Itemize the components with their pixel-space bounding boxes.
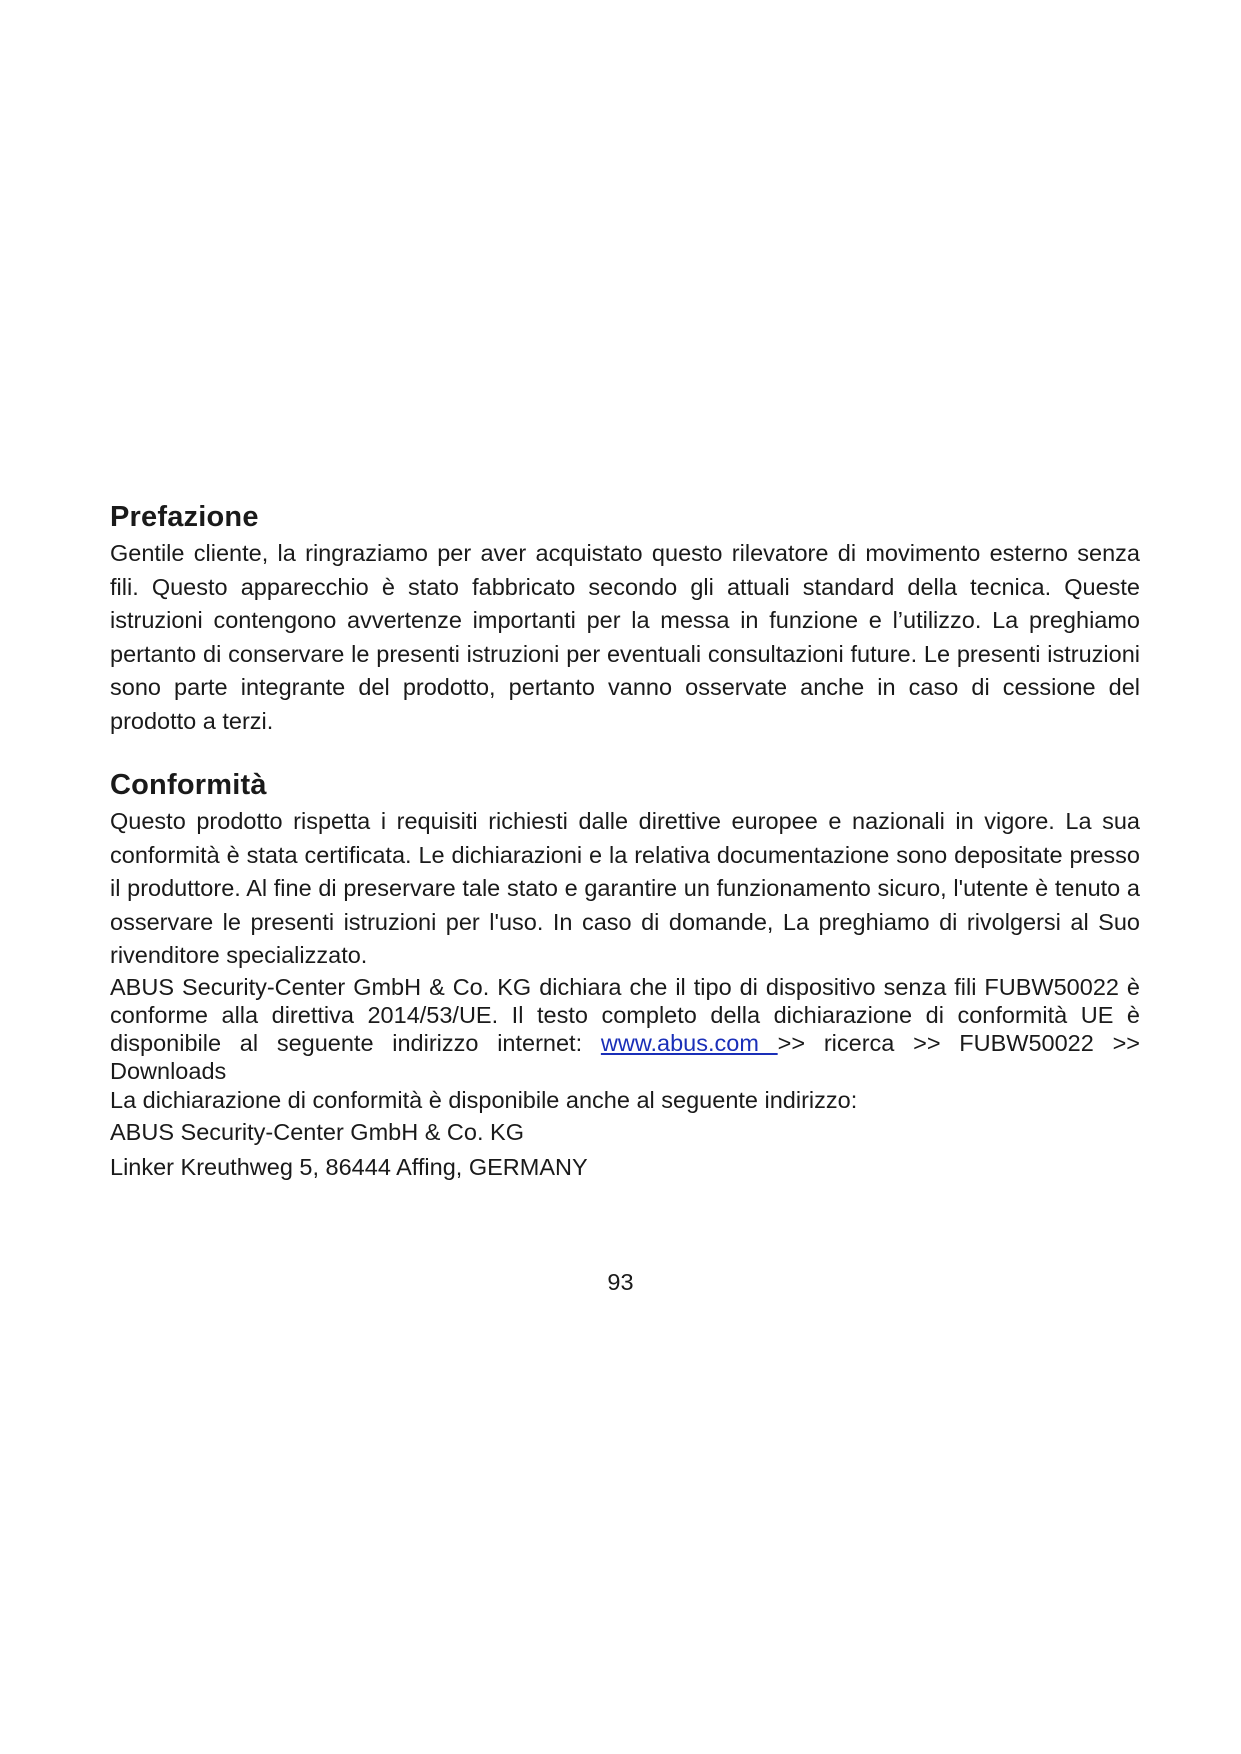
conformity-paragraph: Questo prodotto rispetta i requisiti richiesti dalle direttive europee e nazionali in vigore. La sua conformità è stata certificata. Le dichiarazioni e la relativa documentazione sono depositate presso il produttore. Al fine di preservare tale stato e garantire un funzionamento sicuro, l'utente è tenuto a osservare le presenti istruzioni per l'uso. In caso di domande, La preghiamo di rivolgersi al Suo rivenditore specializzato.: [110, 808, 1140, 968]
declaration-paragraph: [110, 973, 1140, 1085]
page-number: 93: [607, 1269, 634, 1295]
abus-website-link[interactable]: www.abus.com: [600, 1029, 778, 1056]
section-spacer: [110, 738, 1140, 765]
address-line: Linker Kreuthweg 5, 86444 Affing, GERMANY: [110, 1153, 588, 1180]
company-line: ABUS Security-Center GmbH & Co. KG: [110, 1118, 524, 1145]
declaration-path-text: >> ricerca >> FUBW50022 >> Downloads: [110, 1029, 1141, 1084]
conformity-heading: Conformità: [110, 769, 267, 801]
declaration-text: ABUS Security-Center GmbH & Co. KG dichiara che il tipo di dispositivo senza fili FUBW50022 è conforme alla direttiva 2014/53/UE. Il testo completo della dichiarazione di conformità UE è disponibile al seguente indirizzo internet:: [110, 973, 1140, 1056]
page-content: [110, 497, 1140, 1185]
preface-heading: Prefazione: [110, 501, 259, 533]
availability-line: La dichiarazione di conformità è disponibile anche al seguente indirizzo:: [110, 1086, 858, 1113]
preface-paragraph: Gentile cliente, la ringraziamo per aver acquistato questo rilevatore di movimento esterno senza fili. Questo apparecchio è stato fabbricato secondo gli attuali standard della tecnica. Queste istruzioni contengono avvertenze importanti per la messa in funzione e l’utilizzo. La preghiamo pertanto di conservare le presenti istruzioni per eventuali consultazioni future. Le presenti istruzioni sono parte integrante del prodotto, pertanto vanno osservate anche in caso di cessione del prodotto a terzi.: [110, 540, 1140, 734]
